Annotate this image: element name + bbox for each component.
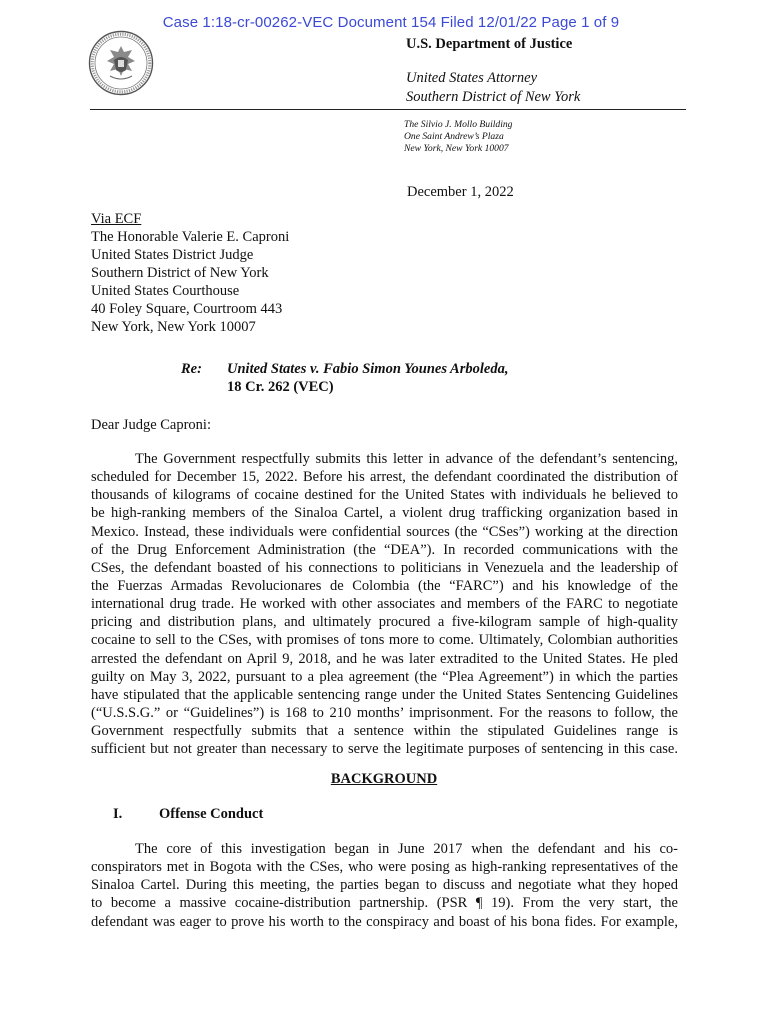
paragraph-line: arrested the defendant on April 9, 2018, and he was later extradited to the United States. He pled [91, 650, 678, 667]
recipient-line: United States District Judge [91, 247, 254, 263]
paragraph-line: conspirators met in Bogota with the CSes, who were posing as high-ranking representatives of the [91, 859, 678, 876]
building-name: The Silvio J. Mollo Building [404, 119, 513, 130]
case-title: United States v. Fabio Simon Younes Arboleda, [227, 361, 509, 377]
paragraph-line: be high-ranking members of the Sinaloa Cartel, a violent drug trafficking organization based in [91, 505, 678, 522]
case-number: 18 Cr. 262 (VEC) [227, 379, 334, 395]
paragraph-line: the Fuerzas Armadas Revolucionares de Colombia (the “FARC”) and his knowledge of the [91, 577, 678, 594]
office-district: Southern District of New York [406, 89, 581, 105]
paragraph-line: pricing and distribution plans, and ultimately procured a five-kilogram sample of high-quality [91, 614, 678, 631]
paragraph-line: CSes, the defendant boasted of his connections to politicians in Venezuela and the leadership of [91, 559, 678, 576]
letter-date: December 1, 2022 [407, 184, 514, 200]
salutation: Dear Judge Caproni: [91, 417, 211, 433]
re-label: Re: [181, 361, 202, 377]
via-ecf: Via ECF [91, 211, 142, 227]
paragraph-line: cocaine to sell to the CSes, with promises of tons more to come. Ultimately, Colombian authorities [91, 632, 678, 649]
subsection-title: Offense Conduct [159, 806, 264, 822]
paragraph-line: thousands of kilograms of cocaine destined for the United States with individuals he believed to [91, 487, 678, 504]
recipient-line: 40 Foley Square, Courtroom 443 [91, 301, 283, 317]
recipient-line: The Honorable Valerie E. Caproni [91, 229, 290, 245]
department-name: U.S. Department of Justice [406, 36, 573, 52]
building-street: One Saint Andrew’s Plaza [404, 131, 504, 142]
paragraph-line: to become a massive cocaine-distribution partnership. (PSR ¶ 19). From the very start, the [91, 895, 678, 912]
paragraph-line: have stipulated that the applicable sentencing range under the United States Sentencing Guidelines [91, 686, 678, 703]
paragraph-line: The core of this investigation began in June 2017 when the defendant and his co- [135, 841, 678, 857]
recipient-line: United States Courthouse [91, 283, 240, 299]
recipient-line: Southern District of New York [91, 265, 269, 281]
paragraph-line: Mexico. Instead, these individuals were confidential sources (the “CSes”) working at the direction [91, 523, 678, 540]
paragraph-line: guilty on May 3, 2022, pursuant to a plea agreement (the “Plea Agreement”) in which the parties [91, 668, 678, 685]
paragraph-line: scheduled for December 15, 2022. Before his arrest, the defendant coordinated the distribution of [91, 469, 678, 486]
case-header-stamp: Case 1:18-cr-00262-VEC Document 154 Filed 12/01/22 Page 1 of 9 [162, 14, 620, 31]
subsection-number: I. [113, 806, 123, 822]
section-heading: BACKGROUND [330, 771, 438, 787]
building-city: New York, New York 10007 [404, 143, 509, 154]
office-title: United States Attorney [406, 70, 538, 86]
paragraph-line: Sinaloa Cartel. During this meeting, the parties began to discuss and negotiate what they hoped [91, 877, 678, 894]
recipient-line: New York, New York 10007 [91, 319, 256, 335]
paragraph-line: international drug trade. He worked with other associates and members of the FARC to negotiate [91, 596, 678, 613]
paragraph-line: (“U.S.S.G.” or “Guidelines”) is 168 to 210 months’ imprisonment. For the reasons to follow, the [91, 704, 678, 721]
paragraph-line: The Government respectfully submits this letter in advance of the defendant’s sentencing, [135, 451, 678, 467]
doj-seal-icon [88, 30, 154, 96]
paragraph-line: Government respectfully submits that a sentence within the stipulated Guidelines range is [91, 723, 678, 740]
letterhead-rule [90, 109, 686, 110]
intro-paragraph [91, 450, 678, 758]
paragraph-line: of the Drug Enforcement Administration (the “DEA”). In recorded communications with the [91, 541, 678, 558]
paragraph-line: defendant was eager to prove his worth to the conspiracy and boast of his bona fides. For example, [91, 913, 678, 930]
paragraph-line: sufficient but not greater than necessary to serve the legitimate purposes of sentencing in this case. [91, 741, 678, 758]
offense-paragraph [91, 840, 678, 931]
